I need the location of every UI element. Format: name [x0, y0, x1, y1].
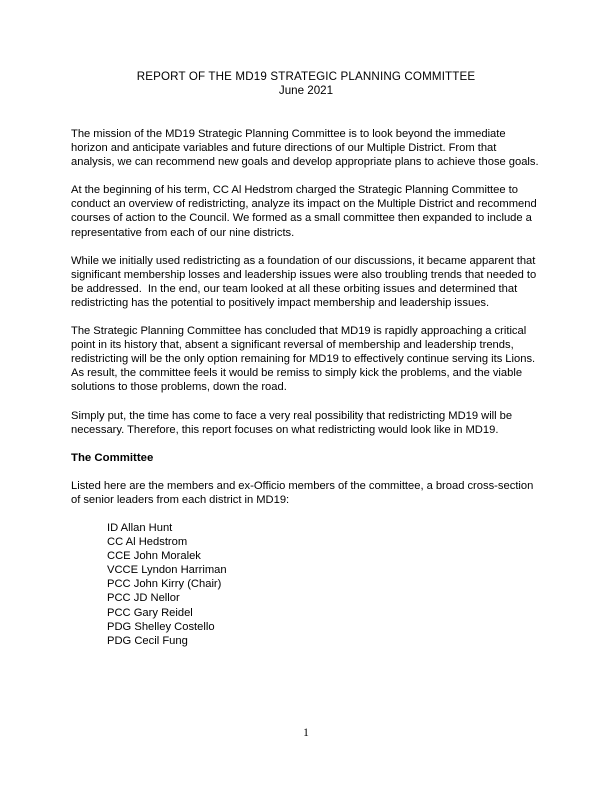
page-number: 1 [303, 727, 309, 739]
document-header [0, 70, 612, 98]
list-item: PDG Shelley Costello [107, 620, 215, 633]
list-item: ID Allan Hunt [107, 521, 173, 534]
list-item: VCCE Lyndon Harriman [107, 564, 227, 577]
paragraph-charge: At the beginning of his term, CC Al Hedstrom charged the Strategic Planning Committee to conduct an overview of redistricting, analyze its impact on the Multiple District and recommend courses of action to the Council. We formed as a small committee then expanded to include a representative from each of our nine districts. [71, 184, 540, 239]
list-item: PCC John Kirry (Chair) [107, 578, 222, 591]
paragraph-mission: The mission of the MD19 Strategic Planning Committee is to look beyond the immediate horizon and anticipate variables and future directions of our Multiple District. From that analysis, we can recommend new goals and develop appropriate plans to achieve those goals. [71, 128, 539, 169]
paragraph-conclusion: The Strategic Planning Committee has concluded that MD19 is rapidly approaching a critical point in its history that, absent a significant reversal of membership and leadership trends, redistricting will be the only option remaining for MD19 to effectively continue serving its Lions. As result, the committee feels it would be remiss to simply kick the problems, and the viable solutions to those problems, down the road. [71, 325, 538, 394]
list-item: PCC Gary Reidel [107, 606, 193, 619]
section-heading-the-committee: The Committee [71, 451, 154, 464]
document-body [71, 127, 541, 648]
document-date: June 2021 [278, 84, 334, 97]
committee-member-list [71, 521, 541, 648]
page-title: REPORT OF THE MD19 STRATEGIC PLANNING COMMITTEE [136, 70, 476, 83]
list-item: CC Al Hedstrom [107, 536, 188, 549]
paragraph-findings: While we initially used redistricting as a foundation of our discussions, it became apparent that significant membership losses and leadership issues were also troubling trends that needed to be addressed. In the end, our team looked at all these orbiting issues and determined that redistricting has the potential to positively impact membership and leadership issues. [71, 254, 540, 309]
paragraph-committee-intro: Listed here are the members and ex-Officio members of the committee, a broad cross-section of senior leaders from each district in MD19: [71, 479, 537, 506]
list-item: CCE John Moralek [107, 550, 201, 563]
paragraph-summary: Simply put, the time has come to face a very real possibility that redistricting MD19 will be necessary. Therefore, this report focuses on what redistricting would look like in MD19. [71, 409, 516, 436]
list-item: PCC JD Nellor [107, 592, 180, 605]
list-item: PDG Cecil Fung [107, 634, 188, 647]
